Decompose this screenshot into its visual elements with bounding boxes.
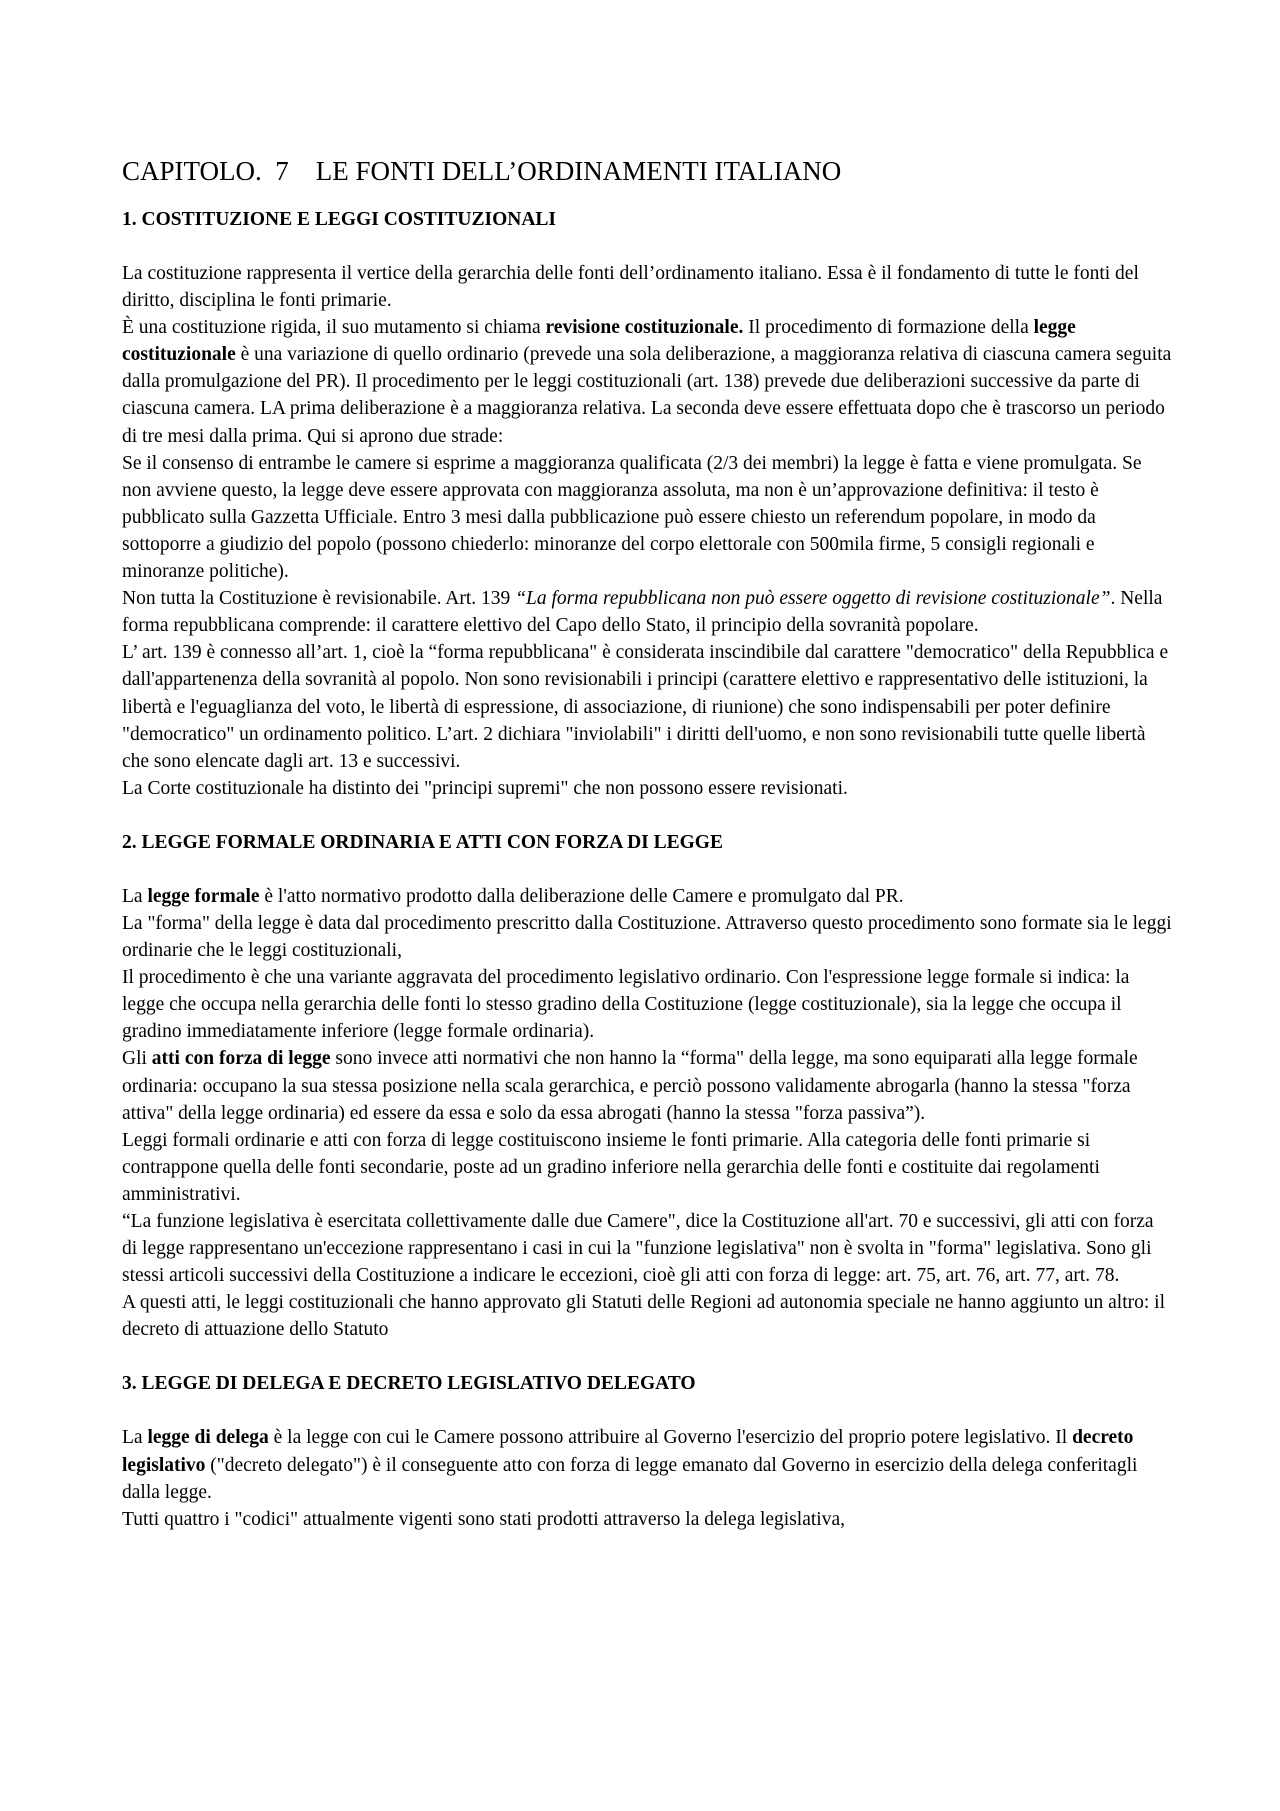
section-heading: 1. COSTITUZIONE E LEGGI COSTITUZIONALI — [122, 209, 556, 230]
paragraph: L’ art. 139 è connesso all’art. 1, cioè la “forma repubblicana" è considerata inscindibile dal carattere "democratico" della Repubblica e dall'appartenenza della sovranità al popolo. Non sono revisionabili i principi (carattere elettivo e rappresentativo delle istituzioni, la libertà e l'eguaglianza del voto, le libertà di espressione, di associazione, di riunione) che sono indispensabili per poter definire "democratico" un ordinamento politico. L’art. 2 dichiara "inviolabili" i diritti dell'uomo, e non sono revisionabili tutte quelle libertà che sono elencate dagli art. 13 e successivi. — [122, 642, 1169, 772]
section-heading: 3. LEGGE DI DELEGA E DECRETO LEGISLATIVO DELEGATO — [122, 1373, 696, 1395]
bold-term: atti con forza di legge — [151, 1048, 331, 1070]
chapter-title: CAPITOLO. 7 LE FONTI DELL’ORDINAMENTI ITALIANO — [122, 156, 842, 186]
section-heading: 2. LEGGE FORMALE ORDINARIA E ATTI CON FORZA DI LEGGE — [122, 831, 723, 853]
paragraph: Tutti quattro i "codici" attualmente vigenti sono stati prodotti attraverso la delega legislativa, — [122, 1508, 845, 1530]
bold-term: legge formale — [147, 885, 260, 907]
section-2 — [122, 829, 1172, 1344]
paragraph: “La funzione legislativa è esercitata collettivamente dalle due Camere", dice la Costituzione all'art. 70 e successivi, gli atti con forza di legge rappresentano un'eccezione rappresentano i casi in cui la "funzione legislativa" non è svolta in "forma" legislativa. Sono gli stessi articoli successivi della Costituzione a indicare le eccezioni, cioè gli atti con forza di legge: art. 75, art. 76, art. 77, art. 78. — [122, 1211, 1154, 1287]
paragraph: Non tutta la Costituzione è revisionabile. Art. 139 “La forma repubblicana non può essere oggetto di revisione costituzionale”. Nella forma repubblicana comprende: il carattere elettivo del Capo dello Stato, il principio della sovranità popolare. — [122, 588, 1163, 637]
paragraph: La "forma" della legge è data dal procedimento prescritto dalla Costituzione. Attraverso questo procedimento sono formate sia le leggi ordinarie che le leggi costituzionali, — [122, 912, 1172, 962]
paragraph: Il procedimento è che una variante aggravata del procedimento legislativo ordinario. Con l'espressione legge formale si indica: la legge che occupa nella gerarchia delle fonti lo stesso gradino della Costituzione (legge costituzionale), sia la legge che occupa il gradino immediatamente inferiore (legge formale ordinaria). — [122, 967, 1130, 1043]
section-3 — [122, 1370, 1172, 1532]
bold-term: decreto legislativo — [122, 1427, 1134, 1476]
paragraph: A questi atti, le leggi costituzionali che hanno approvato gli Statuti delle Regioni ad autonomia speciale ne hanno aggiunto un altro: il decreto di attuazione dello Statuto — [122, 1292, 1166, 1341]
bold-term: revisione costituzionale. — [545, 317, 744, 339]
paragraph: Se il consenso di entrambe le camere si esprime a maggioranza qualificata (2/3 dei membri) la legge è fatta e viene promulgata. Se non avviene questo, la legge deve essere approvata con maggioranza assoluta, ma non è un’approvazione definitiva: il testo è pubblicato sulla Gazzetta Ufficiale. Entro 3 mesi dalla pubblicazione può essere chiesto un referendum popolare, in modo da sottoporre a giudizio del popolo (possono chiederlo: minoranze del corpo elettorale con 500mila firme, 5 consigli regionali e minoranze politiche). — [122, 452, 1142, 583]
document-page — [122, 154, 1172, 1533]
paragraph: La legge di delega è la legge con cui le Camere possono attribuire al Governo l'esercizio del proprio potere legislativo. Il decreto legislativo ("decreto delegato") è il conseguente atto con forza di legge emanato dal Governo in esercizio della delega conferitagli dalla legge. — [122, 1427, 1138, 1503]
paragraph: La costituzione rappresenta il vertice della gerarchia delle fonti dell’ordinamento italiano. Essa è il fondamento di tutte le fonti del diritto, disciplina le fonti primarie. — [122, 263, 1139, 312]
section-1 — [122, 206, 1172, 802]
paragraph: La Corte costituzionale ha distinto dei "principi supremi" che non possono essere revisionati. — [122, 777, 848, 799]
bold-term: legge di delega — [147, 1427, 269, 1449]
paragraph: La legge formale è l'atto normativo prodotto dalla deliberazione delle Camere e promulgato dal PR. — [122, 885, 904, 907]
paragraph: Gli atti con forza di legge sono invece atti normativi che non hanno la “forma" della legge, ma sono equiparati alla legge formale ordinaria: occupano la sua stessa posizione nella scala gerarchica, e perciò possono validamente abrogarla (hanno la stessa "forza attiva" della legge ordinaria) ed essere da essa e solo da essa abrogati (hanno la stessa "forza passiva”). — [122, 1048, 1138, 1124]
italic-quote: “La forma repubblicana non può essere oggetto di revisione costituzionale” — [515, 588, 1111, 610]
paragraph: Leggi formali ordinarie e atti con forza di legge costituiscono insieme le fonti primarie. Alla categoria delle fonti primarie si contrappone quella delle fonti secondarie, poste ad un gradino inferiore nella gerarchia delle fonti e costituite dai regolamenti amministrativi. — [122, 1129, 1100, 1205]
paragraph: È una costituzione rigida, il suo mutamento si chiama revisione costituzionale. Il procedimento di formazione della legge costituzionale è una variazione di quello ordinario (prevede una sola deliberazione, a maggioranza relativa di ciascuna camera seguita dalla promulgazione del PR). Il procedimento per le leggi costituzionali (art. 138) prevede due deliberazioni successive da parte di ciascuna camera. LA prima deliberazione è a maggioranza relativa. La seconda deve essere effettuata dopo che è trascorso un periodo di tre mesi dalla prima. Qui si aprono due strade: — [122, 317, 1172, 447]
bold-term: legge costituzionale — [122, 317, 1076, 366]
